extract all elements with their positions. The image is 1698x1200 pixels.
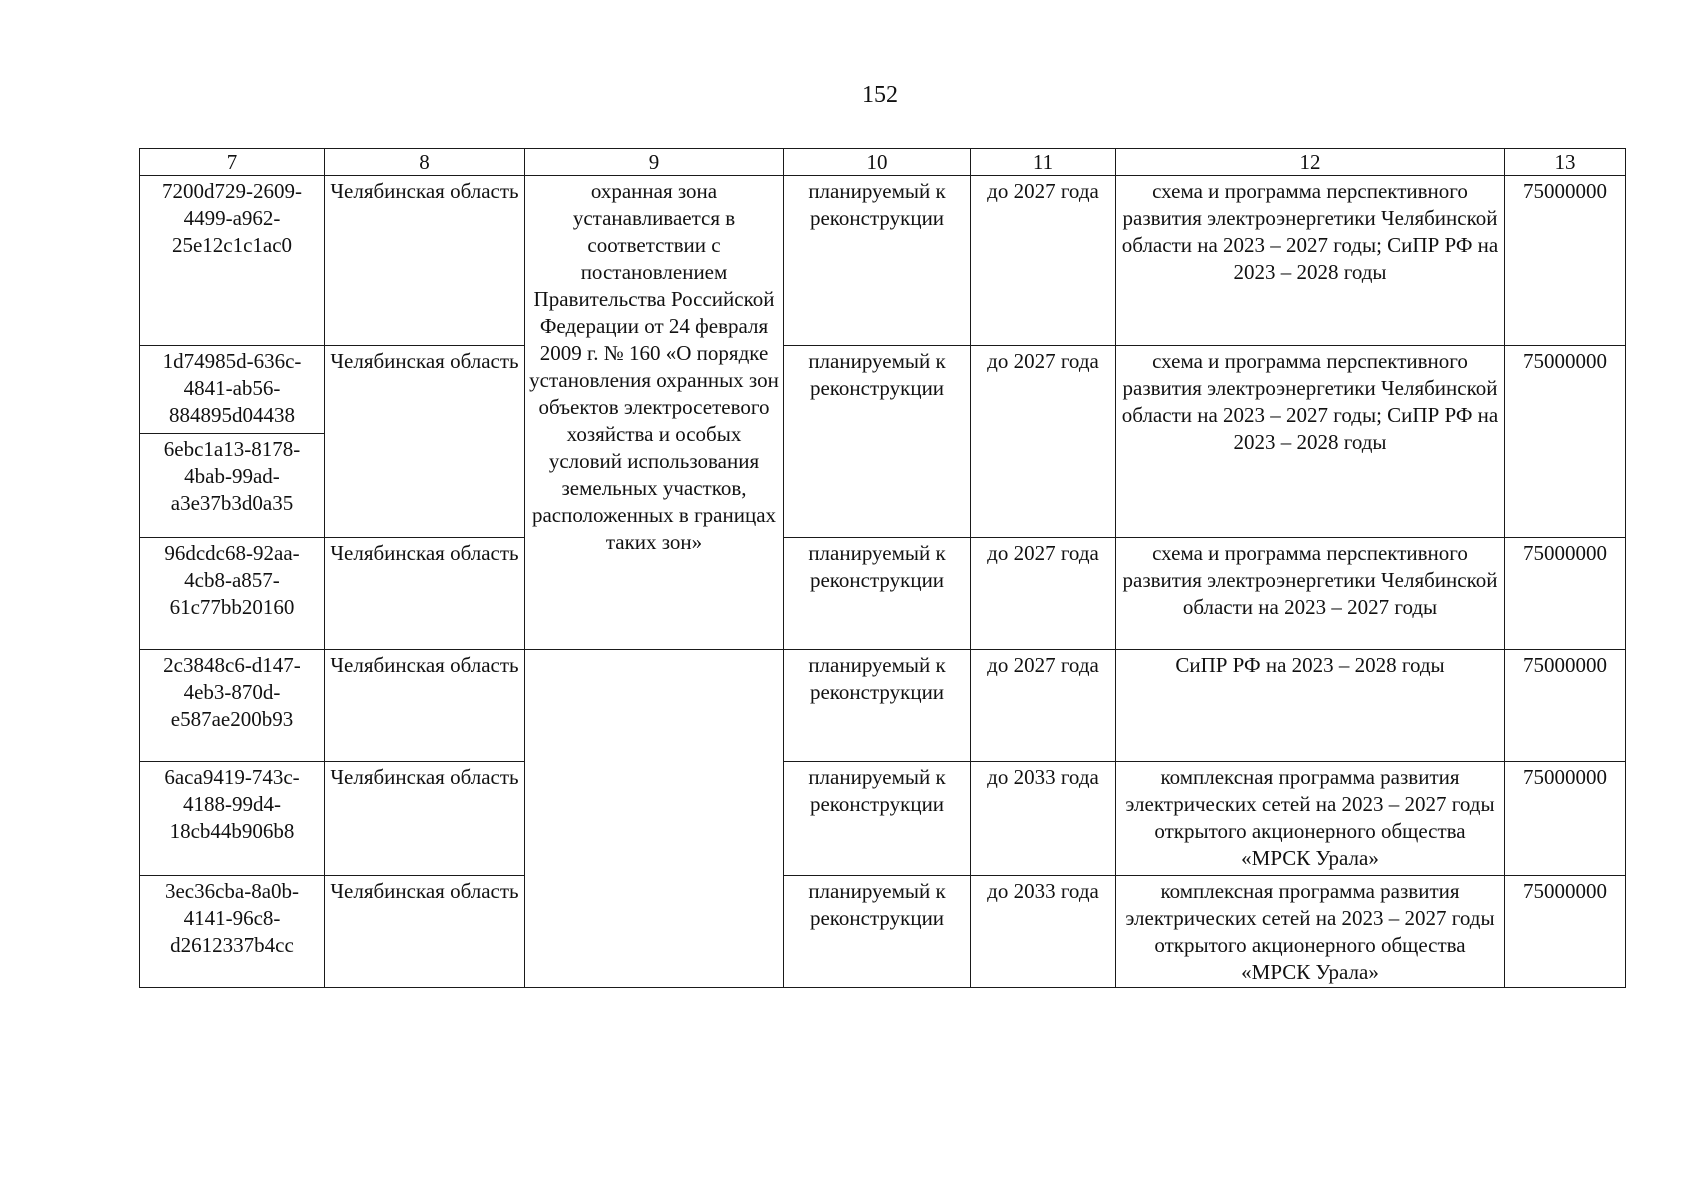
source-cell: комплексная программа развития электрических сетей на 2023 – 2027 годы открытого акционерного общества «МРСК Урала» — [1116, 876, 1505, 988]
table-row — [140, 876, 1626, 988]
object-id-cell: 7200d729-2609-4499-a962-25e12c1c1ac0 — [140, 176, 325, 346]
column-header-9: 9 — [525, 149, 784, 176]
object-id-cell: 1d74985d-636c-4841-ab56-884895d04438 — [140, 346, 325, 434]
region-cell: Челябинская область — [325, 538, 525, 650]
page-number: 152 — [862, 82, 898, 108]
term-cell: до 2027 года — [971, 538, 1116, 650]
status-cell: планируемый к реконструкции — [784, 176, 971, 346]
register-table — [139, 148, 1626, 988]
status-cell: планируемый к реконструкции — [784, 762, 971, 876]
region-cell: Челябинская область — [325, 762, 525, 876]
amount-cell: 75000000 — [1505, 538, 1626, 650]
source-cell: СиПР РФ на 2023 – 2028 годы — [1116, 650, 1505, 762]
object-id-cell: 96dcdc68-92aa-4cb8-a857-61c77bb20160 — [140, 538, 325, 650]
column-number-row — [140, 149, 1626, 176]
amount-cell: 75000000 — [1505, 176, 1626, 346]
region-cell: Челябинская область — [325, 346, 525, 538]
amount-cell: 75000000 — [1505, 876, 1626, 988]
amount-cell: 75000000 — [1505, 346, 1626, 538]
term-cell: до 2033 года — [971, 876, 1116, 988]
object-id-cell: 6aca9419-743c-4188-99d4-18cb44b906b8 — [140, 762, 325, 876]
term-cell: до 2027 года — [971, 176, 1116, 346]
table-row — [140, 762, 1626, 876]
amount-cell: 75000000 — [1505, 650, 1626, 762]
object-id-cell: 2c3848c6-d147-4eb3-870d-e587ae200b93 — [140, 650, 325, 762]
region-cell: Челябинская область — [325, 176, 525, 346]
source-cell: схема и программа перспективного развития электроэнергетики Челябинской области на 2023 – 2027 годы; СиПР РФ на 2023 – 2028 годы — [1116, 346, 1505, 538]
column-header-10: 10 — [784, 149, 971, 176]
source-cell: схема и программа перспективного развития электроэнергетики Челябинской области на 2023 – 2027 годы; СиПР РФ на 2023 – 2028 годы — [1116, 176, 1505, 346]
object-id-cell: 3ec36cba-8a0b-4141-96c8-d2612337b4cc — [140, 876, 325, 988]
column-header-12: 12 — [1116, 149, 1505, 176]
term-cell: до 2033 года — [971, 762, 1116, 876]
table-row — [140, 176, 1626, 346]
term-cell: до 2027 года — [971, 650, 1116, 762]
zone-description-continued-cell — [525, 650, 784, 988]
column-header-13: 13 — [1505, 149, 1626, 176]
status-cell: планируемый к реконструкции — [784, 876, 971, 988]
status-cell: планируемый к реконструкции — [784, 538, 971, 650]
source-cell: схема и программа перспективного развития электроэнергетики Челябинской области на 2023 – 2027 годы — [1116, 538, 1505, 650]
object-id-cell: 6ebc1a13-8178-4bab-99ad-a3e37b3d0a35 — [140, 434, 325, 538]
table-row — [140, 538, 1626, 650]
column-header-7: 7 — [140, 149, 325, 176]
status-cell: планируемый к реконструкции — [784, 650, 971, 762]
table-row — [140, 346, 1626, 434]
status-cell: планируемый к реконструкции — [784, 346, 971, 538]
column-header-8: 8 — [325, 149, 525, 176]
source-cell: комплексная программа развития электрических сетей на 2023 – 2027 годы открытого акционерного общества «МРСК Урала» — [1116, 762, 1505, 876]
zone-description-cell: охранная зона устанавливается в соответствии с постановлением Правительства Российской Федерации от 24 февраля 2009 г. № 160 «О порядке установления охранных зон объектов электросетевого хозяйства и особых условий использования земельных участков, расположенных в границах таких зон» — [525, 176, 784, 650]
term-cell: до 2027 года — [971, 346, 1116, 538]
region-cell: Челябинская область — [325, 650, 525, 762]
column-header-11: 11 — [971, 149, 1116, 176]
region-cell: Челябинская область — [325, 876, 525, 988]
amount-cell: 75000000 — [1505, 762, 1626, 876]
table-row — [140, 650, 1626, 762]
